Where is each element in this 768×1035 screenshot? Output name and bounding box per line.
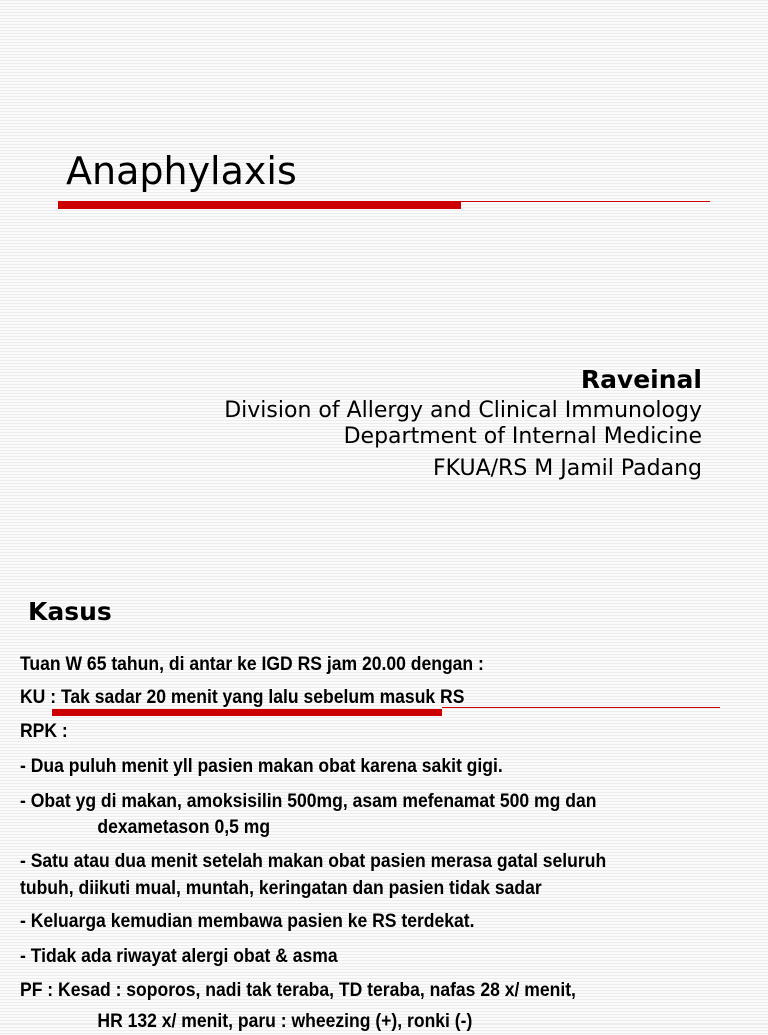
title-underline-thick: [58, 201, 461, 209]
author-name: Raveinal: [580, 365, 702, 394]
case-line-rpk: RPK :: [20, 720, 68, 742]
case-line-history-3-cont: tubuh, diikuti mual, muntah, keringatan dan pasien tidak sadar: [20, 877, 542, 899]
case-line-history-2: - Obat yg di makan, amoksisilin 500mg, asam mefenamat 500 mg dan: [20, 790, 597, 812]
author-block: [224, 362, 702, 482]
case-line-history-3: - Satu atau dua menit setelah makan obat pasien merasa gatal seluruh: [20, 850, 607, 872]
affiliation-division: Division of Allergy and Clinical Immunology: [224, 398, 702, 423]
case-line-complaint: KU : Tak sadar 20 menit yang lalu sebelum masuk RS: [20, 686, 465, 708]
case-line-exam: PF : Kesad : soporos, nadi tak teraba, TD teraba, nafas 28 x/ menit,: [20, 979, 576, 1001]
affiliation-institution: FKUA/RS M Jamil Padang: [432, 456, 702, 481]
case-line-history-1: - Dua puluh menit yll pasien makan obat karena sakit gigi.: [20, 755, 503, 777]
title-underline-thin: [461, 201, 710, 202]
case-underline-thin: [442, 707, 720, 708]
case-slide: [0, 585, 768, 1032]
case-title: Kasus: [28, 597, 112, 626]
affiliation-department: Department of Internal Medicine: [343, 424, 702, 449]
slide-title: Anaphylaxis: [66, 149, 297, 193]
case-line-exam-cont: HR 132 x/ menit, paru : wheezing (+), ronki (-): [97, 1010, 473, 1032]
case-line-history-2-cont: dexametason 0,5 mg: [97, 816, 271, 838]
case-line-history-5: - Tidak ada riwayat alergi obat & asma: [20, 945, 338, 967]
case-line-history-4: - Keluarga kemudian membawa pasien ke RS terdekat.: [20, 910, 475, 932]
case-line-patient: Tuan W 65 tahun, di antar ke IGD RS jam 20.00 dengan :: [20, 653, 484, 675]
